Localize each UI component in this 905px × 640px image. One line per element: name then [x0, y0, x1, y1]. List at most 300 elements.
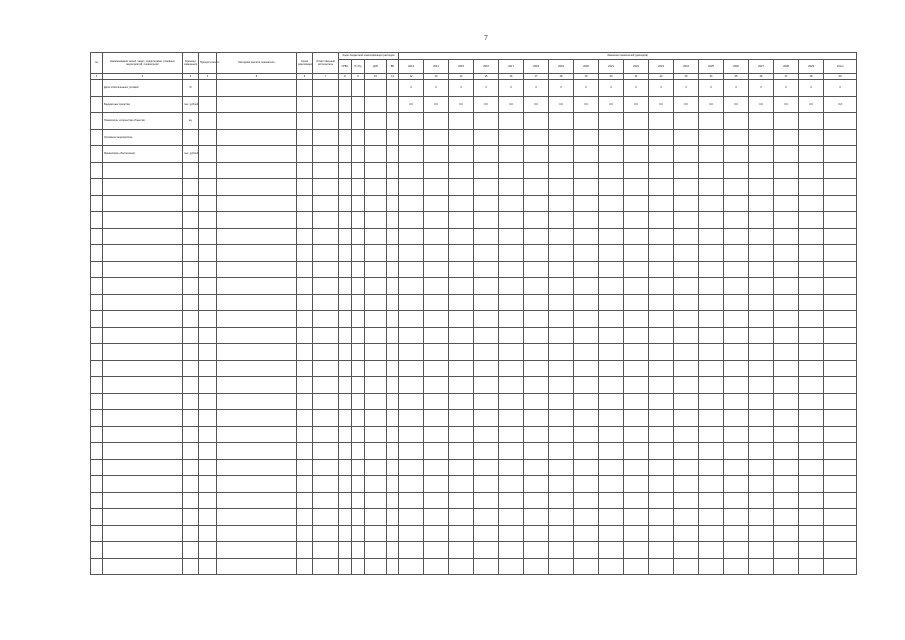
- cell-vr: [387, 294, 399, 311]
- col-header-unit: Единица измерения: [183, 53, 199, 74]
- cell-exec: [313, 344, 339, 361]
- cell-value: 0,0: [824, 96, 857, 113]
- cell-value: [449, 195, 474, 212]
- cell-value: [474, 261, 499, 278]
- cell-value: [424, 525, 449, 542]
- cell-value: [574, 327, 599, 344]
- column-number-cell: 3: [183, 74, 199, 80]
- cell-rz: [352, 377, 365, 394]
- cell-value: [774, 525, 799, 542]
- cell-num: [91, 294, 103, 311]
- cell-value: [474, 294, 499, 311]
- cell-grbs: [339, 327, 352, 344]
- cell-value: [599, 443, 624, 460]
- cell-value: [749, 509, 774, 526]
- cell-grbs: [339, 212, 352, 229]
- cell-exec: [313, 393, 339, 410]
- cell-value: [474, 129, 499, 146]
- cell-csr: [365, 96, 387, 113]
- cell-num: [91, 459, 103, 476]
- cell-term: [297, 80, 313, 97]
- cell-pri: [199, 195, 217, 212]
- cell-pri: [199, 360, 217, 377]
- cell-csr: [365, 426, 387, 443]
- cell-value: [774, 509, 799, 526]
- cell-value: [524, 327, 549, 344]
- table-row: [91, 129, 857, 146]
- cell-pri: [199, 212, 217, 229]
- cell-csr: [365, 492, 387, 509]
- cell-value: [724, 179, 749, 196]
- column-number-cell: 10: [365, 74, 387, 80]
- cell-value: [624, 443, 649, 460]
- cell-csr: [365, 558, 387, 575]
- cell-value: [649, 558, 674, 575]
- cell-vr: [387, 261, 399, 278]
- cell-value: [824, 410, 857, 427]
- cell-value: [749, 492, 774, 509]
- cell-name: [103, 311, 183, 328]
- cell-unit: ед.: [183, 113, 199, 130]
- cell-value: [824, 443, 857, 460]
- cell-csr: [365, 327, 387, 344]
- cell-csr: [365, 278, 387, 295]
- cell-term: [297, 360, 313, 377]
- cell-value: [824, 393, 857, 410]
- cell-value: [549, 146, 574, 163]
- cell-value: [674, 509, 699, 526]
- cell-value: [449, 327, 474, 344]
- cell-csr: [365, 311, 387, 328]
- col-header-year: 2027: [749, 60, 774, 74]
- cell-name: [103, 426, 183, 443]
- col-header-budget-sub: ЦСР: [365, 60, 387, 74]
- cell-method: [217, 80, 297, 97]
- cell-name: [103, 179, 183, 196]
- cell-value: [599, 377, 624, 394]
- col-header-year: 2024: [674, 60, 699, 74]
- cell-pri: [199, 245, 217, 262]
- cell-value: [724, 360, 749, 377]
- cell-term: [297, 426, 313, 443]
- cell-pri: [199, 327, 217, 344]
- cell-value: [799, 311, 824, 328]
- cell-value: 0,0: [424, 96, 449, 113]
- cell-csr: [365, 294, 387, 311]
- cell-csr: [365, 377, 387, 394]
- cell-rz: [352, 212, 365, 229]
- cell-num: [91, 162, 103, 179]
- cell-value: 0: [599, 80, 624, 97]
- cell-value: [799, 212, 824, 229]
- cell-value: [474, 146, 499, 163]
- cell-value: [749, 113, 774, 130]
- cell-value: [399, 377, 424, 394]
- budget-indicators-table: [90, 52, 857, 575]
- cell-value: [424, 393, 449, 410]
- cell-exec: [313, 80, 339, 97]
- cell-num: [91, 377, 103, 394]
- cell-value: [624, 476, 649, 493]
- cell-rz: [352, 459, 365, 476]
- cell-value: 0,0: [574, 96, 599, 113]
- cell-value: [499, 162, 524, 179]
- cell-value: [624, 129, 649, 146]
- cell-value: [549, 492, 574, 509]
- cell-value: [399, 476, 424, 493]
- cell-value: [699, 129, 724, 146]
- cell-value: [624, 525, 649, 542]
- column-number-cell: 23: [674, 74, 699, 80]
- cell-value: [499, 113, 524, 130]
- cell-value: [474, 558, 499, 575]
- cell-value: [574, 509, 599, 526]
- cell-exec: [313, 179, 339, 196]
- cell-num: [91, 195, 103, 212]
- cell-value: [599, 492, 624, 509]
- cell-num: [91, 129, 103, 146]
- cell-value: [499, 459, 524, 476]
- cell-value: [449, 344, 474, 361]
- cell-value: [599, 146, 624, 163]
- cell-value: [499, 294, 524, 311]
- cell-csr: [365, 261, 387, 278]
- cell-value: [424, 278, 449, 295]
- cell-grbs: [339, 311, 352, 328]
- cell-value: [649, 195, 674, 212]
- cell-value: [624, 113, 649, 130]
- cell-value: [599, 228, 624, 245]
- cell-exec: [313, 129, 339, 146]
- cell-value: [424, 261, 449, 278]
- cell-value: [624, 146, 649, 163]
- cell-value: [774, 311, 799, 328]
- cell-unit: [183, 162, 199, 179]
- cell-grbs: [339, 426, 352, 443]
- cell-value: [574, 245, 599, 262]
- cell-value: [749, 542, 774, 559]
- cell-value: [674, 410, 699, 427]
- cell-value: [799, 162, 824, 179]
- cell-grbs: [339, 558, 352, 575]
- cell-value: [549, 344, 574, 361]
- cell-value: [399, 245, 424, 262]
- cell-num: [91, 261, 103, 278]
- cell-value: [399, 558, 424, 575]
- cell-csr: [365, 228, 387, 245]
- cell-value: [649, 278, 674, 295]
- cell-value: [574, 278, 599, 295]
- cell-value: [749, 278, 774, 295]
- cell-value: [499, 261, 524, 278]
- cell-value: 0: [574, 80, 599, 97]
- cell-csr: [365, 212, 387, 229]
- cell-value: [499, 492, 524, 509]
- cell-exec: [313, 278, 339, 295]
- cell-value: [799, 542, 824, 559]
- cell-value: [699, 443, 724, 460]
- cell-value: [799, 228, 824, 245]
- cell-value: 0: [399, 80, 424, 97]
- cell-value: [824, 228, 857, 245]
- cell-value: [449, 476, 474, 493]
- cell-value: [649, 525, 674, 542]
- cell-value: [424, 195, 449, 212]
- cell-value: [449, 459, 474, 476]
- cell-grbs: [339, 261, 352, 278]
- cell-exec: [313, 459, 339, 476]
- cell-value: [449, 162, 474, 179]
- cell-value: [649, 129, 674, 146]
- cell-value: [749, 179, 774, 196]
- cell-value: [499, 146, 524, 163]
- cell-value: [549, 228, 574, 245]
- cell-value: [824, 261, 857, 278]
- cell-exec: [313, 327, 339, 344]
- cell-value: [824, 426, 857, 443]
- cell-value: [399, 113, 424, 130]
- cell-pri: [199, 525, 217, 542]
- column-number-cell: 8: [339, 74, 352, 80]
- cell-value: [524, 443, 549, 460]
- cell-value: [599, 558, 624, 575]
- cell-value: [574, 443, 599, 460]
- cell-value: [549, 245, 574, 262]
- cell-value: [674, 344, 699, 361]
- cell-name: Финансовое обеспечение: [103, 146, 183, 163]
- cell-value: [824, 360, 857, 377]
- cell-value: [649, 377, 674, 394]
- cell-vr: [387, 344, 399, 361]
- column-number-cell: 14: [449, 74, 474, 80]
- cell-rz: [352, 492, 365, 509]
- cell-value: [499, 129, 524, 146]
- cell-value: [649, 228, 674, 245]
- cell-value: [574, 558, 599, 575]
- cell-value: [574, 113, 599, 130]
- cell-value: [574, 542, 599, 559]
- cell-value: [499, 245, 524, 262]
- cell-value: [649, 443, 674, 460]
- cell-value: [499, 525, 524, 542]
- cell-value: [399, 294, 424, 311]
- cell-value: [424, 542, 449, 559]
- cell-term: [297, 96, 313, 113]
- cell-value: [724, 278, 749, 295]
- cell-pri: [199, 459, 217, 476]
- cell-value: [699, 311, 724, 328]
- cell-value: 0: [449, 80, 474, 97]
- cell-value: 0: [724, 80, 749, 97]
- cell-value: [624, 278, 649, 295]
- cell-vr: [387, 311, 399, 328]
- cell-unit: [183, 344, 199, 361]
- cell-pri: [199, 542, 217, 559]
- cell-rz: [352, 162, 365, 179]
- cell-value: [724, 311, 749, 328]
- cell-value: [599, 162, 624, 179]
- cell-csr: [365, 525, 387, 542]
- cell-value: [599, 476, 624, 493]
- cell-value: [699, 195, 724, 212]
- cell-value: [399, 360, 424, 377]
- cell-value: [699, 113, 724, 130]
- cell-value: [774, 327, 799, 344]
- cell-value: [624, 261, 649, 278]
- cell-grbs: [339, 525, 352, 542]
- cell-value: [474, 360, 499, 377]
- cell-value: [499, 195, 524, 212]
- cell-value: [424, 492, 449, 509]
- col-header-year: 2020: [574, 60, 599, 74]
- cell-value: [574, 459, 599, 476]
- cell-num: [91, 542, 103, 559]
- cell-value: [699, 360, 724, 377]
- cell-value: [674, 228, 699, 245]
- cell-term: [297, 327, 313, 344]
- cell-value: 0,0: [724, 96, 749, 113]
- cell-csr: [365, 245, 387, 262]
- cell-value: [474, 212, 499, 229]
- cell-value: [724, 327, 749, 344]
- cell-value: [624, 327, 649, 344]
- cell-exec: [313, 426, 339, 443]
- cell-value: [749, 377, 774, 394]
- cell-value: [749, 393, 774, 410]
- cell-value: [399, 162, 424, 179]
- cell-term: [297, 129, 313, 146]
- cell-value: [599, 426, 624, 443]
- cell-value: [524, 146, 549, 163]
- cell-value: [699, 426, 724, 443]
- cell-num: [91, 410, 103, 427]
- cell-value: [474, 525, 499, 542]
- cell-value: [499, 360, 524, 377]
- cell-value: [574, 162, 599, 179]
- cell-unit: [183, 459, 199, 476]
- cell-value: [749, 195, 774, 212]
- cell-value: [749, 311, 774, 328]
- column-number-cell: 11: [387, 74, 399, 80]
- cell-name: [103, 344, 183, 361]
- col-header-year: 2016: [474, 60, 499, 74]
- cell-value: [799, 129, 824, 146]
- cell-rz: [352, 96, 365, 113]
- cell-csr: [365, 393, 387, 410]
- cell-exec: [313, 360, 339, 377]
- cell-rz: [352, 113, 365, 130]
- cell-value: [674, 377, 699, 394]
- cell-value: [524, 459, 549, 476]
- cell-pri: [199, 558, 217, 575]
- cell-value: 0,0: [799, 96, 824, 113]
- cell-value: 0,0: [549, 96, 574, 113]
- cell-value: 0,0: [749, 96, 774, 113]
- table-row: [91, 443, 857, 460]
- cell-term: [297, 179, 313, 196]
- cell-num: [91, 212, 103, 229]
- cell-value: [824, 245, 857, 262]
- cell-value: [474, 162, 499, 179]
- cell-value: [599, 525, 624, 542]
- cell-vr: [387, 476, 399, 493]
- cell-value: [649, 245, 674, 262]
- cell-name: [103, 393, 183, 410]
- cell-value: [474, 113, 499, 130]
- cell-grbs: [339, 443, 352, 460]
- cell-value: [774, 426, 799, 443]
- cell-exec: [313, 228, 339, 245]
- column-number-cell: 22: [649, 74, 674, 80]
- cell-exec: [313, 245, 339, 262]
- cell-value: [599, 393, 624, 410]
- cell-name: [103, 459, 183, 476]
- cell-method: [217, 96, 297, 113]
- cell-rz: [352, 179, 365, 196]
- cell-vr: [387, 542, 399, 559]
- cell-value: [824, 212, 857, 229]
- table-row: [91, 162, 857, 179]
- cell-value: [674, 195, 699, 212]
- cell-value: [549, 278, 574, 295]
- column-number-cell: 28: [799, 74, 824, 80]
- cell-num: [91, 311, 103, 328]
- cell-value: [399, 179, 424, 196]
- cell-value: [799, 327, 824, 344]
- cell-value: [424, 509, 449, 526]
- cell-value: [774, 476, 799, 493]
- cell-csr: [365, 179, 387, 196]
- table-row: [91, 542, 857, 559]
- cell-name: [103, 492, 183, 509]
- cell-vr: [387, 558, 399, 575]
- cell-name: [103, 162, 183, 179]
- col-header-executor: Ответственный исполнитель: [313, 53, 339, 74]
- cell-value: [574, 360, 599, 377]
- cell-value: [599, 129, 624, 146]
- col-header-year: 2017: [499, 60, 524, 74]
- cell-value: [449, 360, 474, 377]
- column-number-cell: 2: [103, 74, 183, 80]
- cell-grbs: [339, 113, 352, 130]
- cell-value: [524, 393, 549, 410]
- cell-value: [549, 179, 574, 196]
- cell-value: [649, 146, 674, 163]
- cell-vr: [387, 146, 399, 163]
- cell-value: 0,0: [674, 96, 699, 113]
- cell-pri: [199, 377, 217, 394]
- cell-value: [474, 509, 499, 526]
- cell-value: [449, 179, 474, 196]
- cell-unit: [183, 410, 199, 427]
- cell-value: [774, 278, 799, 295]
- cell-value: [699, 327, 724, 344]
- table-row: [91, 558, 857, 575]
- cell-value: [774, 113, 799, 130]
- cell-value: [724, 443, 749, 460]
- cell-value: [424, 146, 449, 163]
- table-row: [91, 360, 857, 377]
- cell-value: [399, 344, 424, 361]
- cell-value: [474, 327, 499, 344]
- cell-value: [524, 113, 549, 130]
- cell-value: [449, 377, 474, 394]
- cell-unit: [183, 261, 199, 278]
- cell-value: [499, 443, 524, 460]
- cell-value: [574, 228, 599, 245]
- column-number-cell: 7: [313, 74, 339, 80]
- cell-value: [724, 393, 749, 410]
